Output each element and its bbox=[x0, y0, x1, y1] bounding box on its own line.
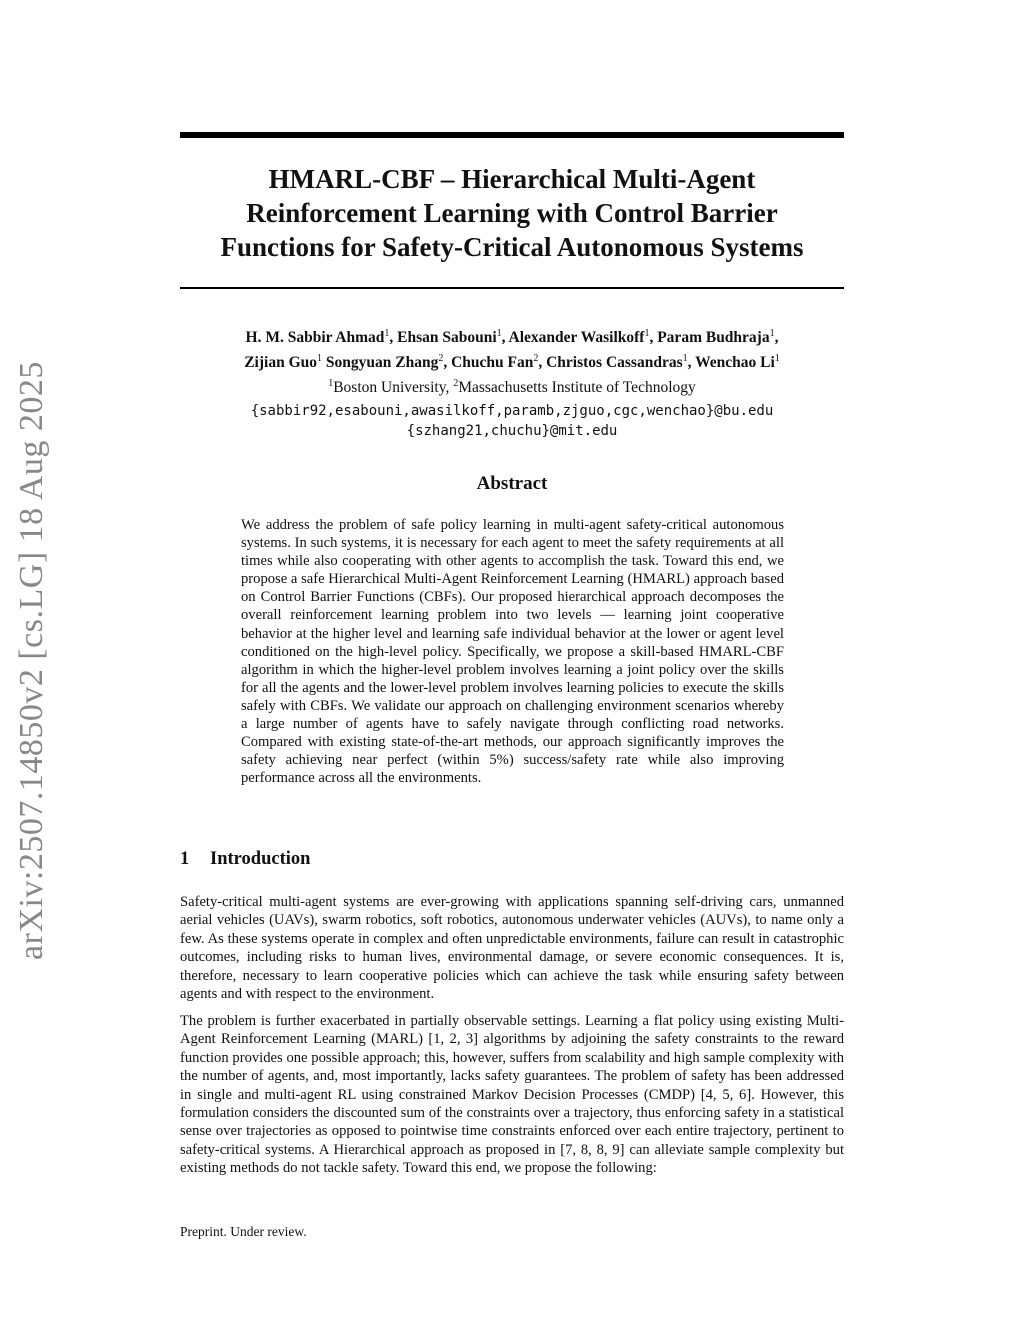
page-footer: Preprint. Under review. bbox=[180, 1224, 307, 1239]
author-name: Zijian Guo bbox=[244, 354, 318, 372]
author-affiliation-mark: 1 bbox=[682, 353, 688, 365]
email-line: {szhang21,chuchu}@mit.edu bbox=[406, 423, 618, 440]
affiliation: Boston University, bbox=[333, 379, 454, 397]
section-heading bbox=[180, 849, 310, 870]
title-line: HMARL-CBF – Hierarchical Multi-Agent bbox=[268, 164, 756, 194]
affiliation: Massachusetts Institute of Technology bbox=[458, 379, 696, 397]
affiliation-mark: 2 bbox=[453, 378, 459, 390]
author-line-1 bbox=[180, 323, 844, 348]
author-affiliation-mark: 1 bbox=[384, 328, 390, 339]
author-line-2 bbox=[180, 348, 844, 373]
author-affiliation-mark: 2 bbox=[438, 353, 444, 365]
author-name: , Chuchu Fan bbox=[443, 354, 534, 372]
body-paragraph: The problem is further exacerbated in partially observable settings. Learning a flat policy using existing Multi-Agent Reinforcement Learning (MARL) [1, 2, 3] algorithms by adjoining the safety constraints to the reward function provides one possible approach; this, however, suffers from scalability and high sample complexity with the number of agents, and, most importantly, lacks safety guarantees. The problem of safety has been addressed in single and multi-agent RL using constrained Markov Decision Processes (CMDP) [4, 5, 6]. However, this formulation considers the discounted sum of the constraints over a trajectory, thus enforcing safety in a statistical sense over trajectories as opposed to pointwise time constraints enforced over each entire trajectory, pertinent to safety-critical systems. A Hierarchical approach as proposed in [7, 8, 8, 9] can alleviate sample complexity but existing methods do not tackle safety. Toward this end, we propose the following: bbox=[180, 1013, 844, 1177]
author-name: , Ehsan Sabouni bbox=[389, 329, 497, 347]
email-list bbox=[180, 401, 844, 441]
abstract-text: We address the problem of safe policy learning in multi-agent safety-critical autonomous systems. In such systems, it is necessary for each agent to meet the safety requirements at all times while also cooperating with other agents to accomplish the task. Toward this end, we propose a safe Hierarchical Multi-Agent Reinforcement Learning (HMARL) approach based on Control Barrier Functions (CBFs). Our proposed hierarchical approach decomposes the overall reinforcement learning problem into two levels — learning joint cooperative behavior at the higher level and learning safe individual behavior at the lower or agent level conditioned on the high-level policy. Specifically, we propose a skill-based HMARL-CBF algorithm in which the higher-level problem involves learning a joint policy over the skills for all the agents and the lower-level problem involves learning policies to execute the skills safely with CBFs. We validate our approach on challenging environment scenarios whereby a large number of agents have to safely navigate through conflicting road networks. Compared with existing state-of-the-art methods, our approach significantly improves the safety achieving near perfect (within 5%) success/safety rate while also improving performance across all the environments. bbox=[241, 517, 784, 787]
author-affiliation-mark: 1 bbox=[774, 353, 780, 365]
author-name: , Christos Cassandras bbox=[538, 354, 683, 372]
abstract-heading: Abstract bbox=[476, 473, 548, 494]
author-name: Songyuan Zhang bbox=[322, 354, 439, 372]
body-paragraph: Safety-critical multi-agent systems are ever-growing with applications spanning self-driving cars, unmanned aerial vehicles (UAVs), swarm robotics, soft robotics, autonomous underwater vehicles (AUVs), to name only a few. As these systems operate in complex and often unpredictable environments, failure can result in catastrophic outcomes, including risks to human lives, environmental damage, or severe economic consequences. It is, therefore, necessary to learn cooperative policies which can achieve the task while ensuring safety between agents and with respect to the environment. bbox=[180, 894, 844, 1003]
author-affiliation-mark: 1 bbox=[317, 353, 323, 365]
title-line: Functions for Safety-Critical Autonomous Systems bbox=[220, 232, 804, 262]
title-line: Reinforcement Learning with Control Barrier bbox=[246, 198, 778, 228]
author-name: H. M. Sabbir Ahmad bbox=[245, 329, 385, 347]
affiliations bbox=[180, 373, 844, 398]
arxiv-identifier-stamp: arXiv:2507.14850v2 [cs.LG] 18 Aug 2025 bbox=[13, 361, 50, 960]
section-number: 1 bbox=[180, 849, 190, 869]
author-affiliation-mark: 1 bbox=[496, 328, 502, 339]
paper-title bbox=[180, 162, 844, 264]
affiliation-mark: 1 bbox=[328, 378, 334, 390]
title-bottom-rule bbox=[180, 287, 844, 289]
author-affiliation-mark: 1 bbox=[769, 328, 775, 339]
author-name: , Wenchao Li bbox=[687, 354, 775, 372]
author-name: , Alexander Wasilkoff bbox=[501, 329, 645, 347]
author-name: , Param Budhraja bbox=[649, 329, 770, 347]
author-affiliation-mark: 1 bbox=[644, 328, 650, 339]
email-line: {sabbir92,esabouni,awasilkoff,paramb,zjguo,cgc,wenchao}@bu.edu bbox=[250, 403, 774, 420]
author-block bbox=[180, 323, 844, 441]
author-separator: , bbox=[774, 329, 779, 347]
author-affiliation-mark: 2 bbox=[533, 353, 539, 365]
title-top-rule bbox=[180, 132, 844, 138]
section-title: Introduction bbox=[210, 849, 311, 869]
